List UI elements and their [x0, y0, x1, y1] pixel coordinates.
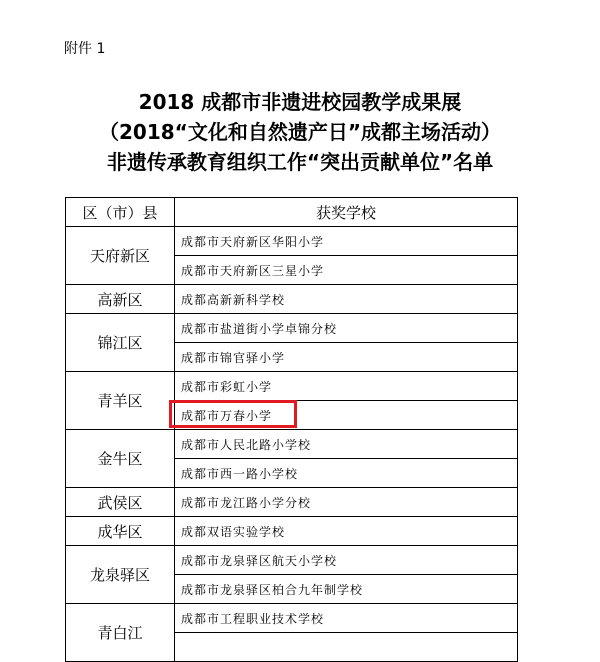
title-line-3: 非遗传承教育组织工作“突出贡献单位”名单: [106, 150, 494, 174]
school-cell: 成都市天府新区三星小学: [175, 256, 518, 285]
table-row: [66, 546, 518, 575]
school-cell: 成都市龙泉驿区柏合九年制学校: [175, 575, 518, 604]
table-row: [66, 488, 518, 517]
table-row: [66, 227, 518, 256]
school-cell-highlighted: 成都市万春小学: [175, 401, 518, 430]
table-row: [66, 517, 518, 546]
district-cell: 青白江: [66, 604, 175, 662]
district-cell: 金牛区: [66, 430, 175, 488]
table-row: [66, 604, 518, 633]
district-cell: 高新区: [66, 285, 175, 314]
header-school: 获奖学校: [175, 198, 518, 227]
school-cell: 成都市西一路小学校: [175, 459, 518, 488]
table-row: [66, 314, 518, 343]
award-table: [65, 197, 518, 662]
district-cell: 龙泉驿区: [66, 546, 175, 604]
district-cell: 锦江区: [66, 314, 175, 372]
school-cell: 成都高新新科学校: [175, 285, 518, 314]
district-cell: 天府新区: [66, 227, 175, 285]
school-cell: 成都市工程职业技术学校: [175, 604, 518, 633]
school-cell: 成都市锦官驿小学: [175, 343, 518, 372]
title-line-1: 2018 成都市非遗进校园教学成果展: [138, 90, 462, 114]
title-line-2: （2018“文化和自然遗产日”成都主场活动）: [99, 120, 501, 144]
school-cell: 成都市龙江路小学分校: [175, 488, 518, 517]
school-cell: 成都市人民北路小学校: [175, 430, 518, 459]
header-district: 区（市）县: [66, 198, 175, 227]
district-cell: 武侯区: [66, 488, 175, 517]
table-row: [66, 285, 518, 314]
school-cell: 成都市天府新区华阳小学: [175, 227, 518, 256]
attachment-label: 附件 1: [64, 41, 106, 57]
table-header-row: [66, 198, 518, 227]
table-row: [66, 372, 518, 401]
school-cell: 成都市彩虹小学: [175, 372, 518, 401]
school-cell-empty: [175, 633, 518, 662]
school-cell: 成都市龙泉驿区航天小学校: [175, 546, 518, 575]
district-cell: 成华区: [66, 517, 175, 546]
district-cell: 青羊区: [66, 372, 175, 430]
school-cell: 成都市盐道街小学卓锦分校: [175, 314, 518, 343]
table-row: [66, 430, 518, 459]
school-cell: 成都双语实验学校: [175, 517, 518, 546]
